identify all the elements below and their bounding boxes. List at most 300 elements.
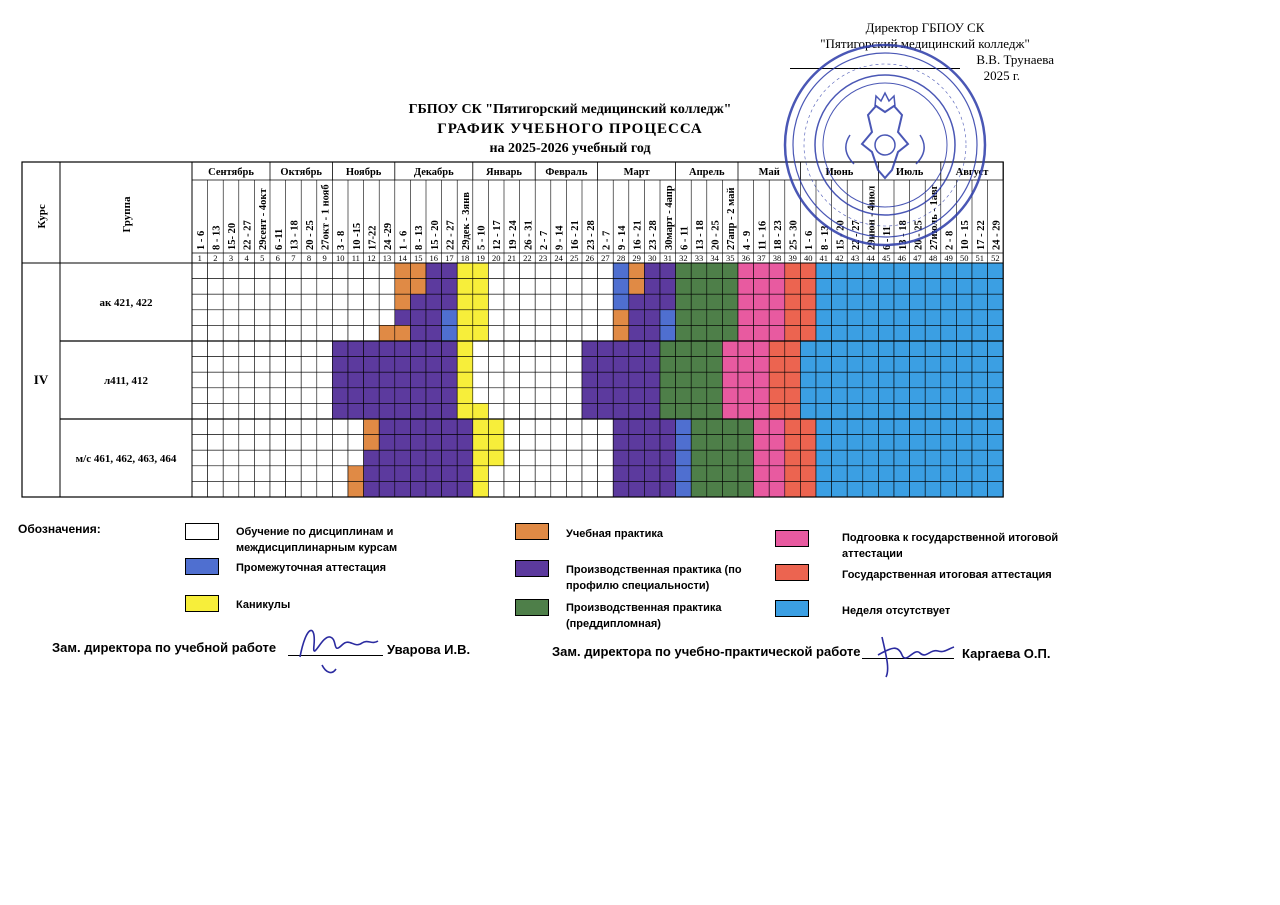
schedule-cell bbox=[582, 481, 598, 497]
schedule-cell bbox=[582, 341, 598, 357]
schedule-cell bbox=[192, 325, 208, 341]
schedule-cell bbox=[754, 419, 770, 435]
schedule-cell bbox=[566, 325, 582, 341]
approval-organization: "Пятигорский медицинский колледж" bbox=[820, 36, 1030, 51]
schedule-cell bbox=[286, 325, 302, 341]
schedule-cell bbox=[488, 263, 504, 279]
schedule-cell bbox=[332, 310, 348, 326]
week-label: 24 -29 bbox=[383, 222, 394, 250]
schedule-cell bbox=[504, 450, 520, 466]
schedule-cell bbox=[504, 435, 520, 451]
schedule-cell bbox=[520, 325, 536, 341]
schedule-cell bbox=[520, 419, 536, 435]
schedule-cell bbox=[410, 294, 426, 310]
schedule-cell bbox=[722, 263, 738, 279]
schedule-cell bbox=[223, 263, 239, 279]
schedule-cell bbox=[317, 435, 333, 451]
schedule-cell bbox=[894, 466, 910, 482]
schedule-cell bbox=[660, 310, 676, 326]
schedule-cell bbox=[270, 310, 286, 326]
month-label: Июнь bbox=[825, 167, 854, 178]
schedule-cell bbox=[738, 357, 754, 373]
schedule-cell bbox=[364, 372, 380, 388]
academic-year: на 2025-2026 учебный год bbox=[489, 141, 651, 156]
schedule-cell bbox=[644, 357, 660, 373]
week-number: 32 bbox=[679, 253, 688, 263]
schedule-cell bbox=[754, 403, 770, 419]
schedule-cell bbox=[520, 279, 536, 295]
schedule-cell bbox=[239, 357, 255, 373]
schedule-cell bbox=[426, 357, 442, 373]
signature-right-title: Зам. директора по учебно-практической работе bbox=[552, 644, 861, 659]
schedule-cell bbox=[754, 263, 770, 279]
schedule-cell bbox=[286, 466, 302, 482]
schedule-cell bbox=[286, 388, 302, 404]
schedule-cell bbox=[551, 310, 567, 326]
schedule-cell bbox=[832, 279, 848, 295]
schedule-cell bbox=[364, 341, 380, 357]
schedule-cell bbox=[785, 388, 801, 404]
schedule-cell bbox=[457, 310, 473, 326]
schedule-cell bbox=[800, 403, 816, 419]
schedule-cell bbox=[192, 372, 208, 388]
schedule-cell bbox=[800, 435, 816, 451]
schedule-cell bbox=[286, 419, 302, 435]
schedule-cell bbox=[442, 435, 458, 451]
schedule-cell bbox=[660, 435, 676, 451]
schedule-cell bbox=[473, 357, 489, 373]
schedule-cell bbox=[722, 450, 738, 466]
schedule-cell bbox=[660, 419, 676, 435]
schedule-cell bbox=[270, 466, 286, 482]
schedule-cell bbox=[910, 294, 926, 310]
schedule-cell bbox=[582, 372, 598, 388]
schedule-cell bbox=[192, 419, 208, 435]
schedule-cell bbox=[301, 388, 317, 404]
schedule-cell bbox=[800, 341, 816, 357]
schedule-cell bbox=[676, 481, 692, 497]
schedule-cell bbox=[613, 435, 629, 451]
week-number: 52 bbox=[991, 253, 1000, 263]
schedule-cell bbox=[738, 388, 754, 404]
schedule-cell bbox=[317, 263, 333, 279]
schedule-cell bbox=[847, 435, 863, 451]
schedule-cell bbox=[598, 481, 614, 497]
schedule-cell bbox=[364, 279, 380, 295]
schedule-cell bbox=[582, 450, 598, 466]
schedule-cell bbox=[239, 450, 255, 466]
week-label: 15 - 20 bbox=[429, 220, 441, 250]
schedule-cell bbox=[878, 263, 894, 279]
week-label: 8 - 13 bbox=[819, 225, 831, 250]
schedule-cell bbox=[535, 419, 551, 435]
schedule-cell bbox=[192, 435, 208, 451]
schedule-cell bbox=[208, 341, 224, 357]
schedule-cell bbox=[270, 403, 286, 419]
schedule-cell bbox=[426, 419, 442, 435]
schedule-cell bbox=[707, 481, 723, 497]
schedule-cell bbox=[738, 403, 754, 419]
schedule-cell bbox=[754, 481, 770, 497]
schedule-cell bbox=[442, 372, 458, 388]
schedule-cell bbox=[254, 372, 270, 388]
schedule-cell bbox=[956, 403, 972, 419]
schedule-cell bbox=[847, 310, 863, 326]
week-number: 48 bbox=[928, 253, 938, 263]
header-course: Курс bbox=[36, 204, 48, 229]
schedule-cell bbox=[379, 279, 395, 295]
schedule-cell bbox=[972, 388, 988, 404]
schedule-cell bbox=[535, 325, 551, 341]
schedule-cell bbox=[878, 481, 894, 497]
schedule-cell bbox=[332, 372, 348, 388]
schedule-cell bbox=[286, 357, 302, 373]
schedule-cell bbox=[613, 357, 629, 373]
schedule-cell bbox=[785, 325, 801, 341]
schedule-cell bbox=[379, 481, 395, 497]
schedule-cell bbox=[863, 419, 879, 435]
schedule-cell bbox=[894, 450, 910, 466]
schedule-cell bbox=[972, 419, 988, 435]
schedule-cell bbox=[488, 419, 504, 435]
month-label: Апрель bbox=[689, 167, 725, 178]
schedule-cell bbox=[738, 466, 754, 482]
week-number: 15 bbox=[413, 253, 423, 263]
schedule-cell bbox=[769, 481, 785, 497]
schedule-cell bbox=[941, 263, 957, 279]
schedule-cell bbox=[800, 466, 816, 482]
schedule-cell bbox=[364, 325, 380, 341]
schedule-cell bbox=[551, 357, 567, 373]
week-label: 8 - 13 bbox=[414, 225, 426, 250]
schedule-cell bbox=[426, 325, 442, 341]
schedule-cell bbox=[598, 310, 614, 326]
schedule-cell bbox=[208, 403, 224, 419]
legend-label-no-week: Неделя отсутствует bbox=[842, 605, 951, 617]
schedule-cell bbox=[442, 450, 458, 466]
week-label: 12 - 17 bbox=[492, 220, 504, 250]
schedule-cell bbox=[535, 341, 551, 357]
schedule-cell bbox=[988, 294, 1004, 310]
schedule-cell bbox=[800, 419, 816, 435]
schedule-cell bbox=[832, 450, 848, 466]
schedule-cell bbox=[286, 279, 302, 295]
schedule-cell bbox=[800, 450, 816, 466]
week-label: 23 - 28 bbox=[648, 220, 660, 250]
week-number: 10 bbox=[335, 253, 345, 263]
schedule-cell bbox=[473, 294, 489, 310]
schedule-cell bbox=[551, 466, 567, 482]
schedule-cell bbox=[410, 279, 426, 295]
schedule-cell bbox=[582, 263, 598, 279]
schedule-cell bbox=[332, 481, 348, 497]
schedule-cell bbox=[956, 341, 972, 357]
schedule-cell bbox=[972, 357, 988, 373]
week-number: 11 bbox=[351, 253, 360, 263]
schedule-cell bbox=[769, 450, 785, 466]
schedule-cell bbox=[925, 372, 941, 388]
schedule-cell bbox=[254, 419, 270, 435]
schedule-cell bbox=[520, 466, 536, 482]
month-label: Октябрь bbox=[280, 167, 322, 178]
schedule-cell bbox=[598, 372, 614, 388]
legend-label-prediploma-practice: Производственная практика (преддипломная) bbox=[566, 602, 722, 630]
schedule-cell bbox=[457, 294, 473, 310]
schedule-cell bbox=[644, 435, 660, 451]
schedule-cell bbox=[660, 466, 676, 482]
schedule-cell bbox=[239, 294, 255, 310]
week-number: 22 bbox=[523, 253, 532, 263]
schedule-cell bbox=[956, 263, 972, 279]
schedule-cell bbox=[832, 325, 848, 341]
schedule-cell bbox=[863, 325, 879, 341]
week-number: 35 bbox=[725, 253, 735, 263]
week-label: 13 - 18 bbox=[289, 220, 301, 250]
schedule-cell bbox=[332, 435, 348, 451]
schedule-cell bbox=[629, 450, 645, 466]
schedule-cell bbox=[800, 388, 816, 404]
schedule-cell bbox=[254, 466, 270, 482]
schedule-cell bbox=[551, 294, 567, 310]
schedule-cell bbox=[769, 435, 785, 451]
schedule-cell bbox=[988, 466, 1004, 482]
schedule-cell bbox=[535, 294, 551, 310]
schedule-cell bbox=[613, 481, 629, 497]
schedule-cell bbox=[379, 310, 395, 326]
schedule-cell bbox=[457, 263, 473, 279]
schedule-cell bbox=[941, 450, 957, 466]
week-label: 24 - 29 bbox=[991, 220, 1003, 250]
schedule-cell bbox=[629, 310, 645, 326]
schedule-cell bbox=[551, 279, 567, 295]
schedule-cell bbox=[629, 279, 645, 295]
schedule-cell bbox=[878, 372, 894, 388]
schedule-cell bbox=[239, 310, 255, 326]
schedule-cell bbox=[956, 466, 972, 482]
schedule-cell bbox=[208, 263, 224, 279]
group-name: ак 421, 422 bbox=[99, 297, 153, 309]
schedule-cell bbox=[910, 372, 926, 388]
schedule-cell bbox=[426, 450, 442, 466]
legend-label-vacation: Каникулы bbox=[236, 599, 291, 611]
schedule-cell bbox=[925, 435, 941, 451]
schedule-cell bbox=[722, 357, 738, 373]
schedule-cell bbox=[707, 419, 723, 435]
schedule-cell bbox=[660, 325, 676, 341]
week-label: 19 - 24 bbox=[507, 220, 519, 250]
schedule-cell bbox=[520, 294, 536, 310]
schedule-cell bbox=[832, 372, 848, 388]
schedule-cell bbox=[426, 372, 442, 388]
schedule-cell bbox=[473, 450, 489, 466]
schedule-cell bbox=[488, 435, 504, 451]
schedule-cell bbox=[941, 294, 957, 310]
week-number: 7 bbox=[291, 253, 296, 263]
schedule-cell bbox=[910, 357, 926, 373]
schedule-cell bbox=[832, 419, 848, 435]
schedule-cell bbox=[754, 466, 770, 482]
schedule-cell bbox=[457, 435, 473, 451]
week-label: 6 - 11 bbox=[882, 226, 894, 250]
schedule-cell bbox=[925, 419, 941, 435]
schedule-cell bbox=[785, 357, 801, 373]
schedule-cell bbox=[816, 466, 832, 482]
schedule-cell bbox=[332, 466, 348, 482]
schedule-cell bbox=[551, 419, 567, 435]
schedule-cell bbox=[988, 450, 1004, 466]
group-name: л411, 412 bbox=[103, 375, 149, 387]
schedule-cell bbox=[941, 372, 957, 388]
schedule-cell bbox=[847, 263, 863, 279]
schedule-cell bbox=[847, 466, 863, 482]
schedule-cell bbox=[769, 388, 785, 404]
schedule-cell bbox=[988, 310, 1004, 326]
legend-label-educational-practice: Учебная практика bbox=[566, 528, 663, 540]
schedule-cell bbox=[379, 435, 395, 451]
schedule-cell bbox=[223, 372, 239, 388]
schedule-cell bbox=[239, 325, 255, 341]
schedule-cell bbox=[520, 403, 536, 419]
schedule-cell bbox=[863, 435, 879, 451]
schedule-cell bbox=[598, 294, 614, 310]
week-label: 8 - 13 bbox=[211, 225, 223, 250]
schedule-cell bbox=[769, 310, 785, 326]
schedule-cell bbox=[738, 310, 754, 326]
month-label: Июль bbox=[895, 167, 924, 178]
schedule-cell bbox=[691, 279, 707, 295]
schedule-cell bbox=[535, 481, 551, 497]
schedule-cell bbox=[332, 263, 348, 279]
schedule-cell bbox=[629, 372, 645, 388]
schedule-cell bbox=[192, 403, 208, 419]
schedule-cell bbox=[816, 372, 832, 388]
signature-left-title: Зам. директора по учебной работе bbox=[52, 640, 277, 655]
schedule-cell bbox=[379, 450, 395, 466]
schedule-cell bbox=[863, 481, 879, 497]
schedule-cell bbox=[488, 388, 504, 404]
schedule-cell bbox=[239, 419, 255, 435]
schedule-cell bbox=[644, 388, 660, 404]
schedule-cell bbox=[925, 403, 941, 419]
schedule-cell bbox=[816, 310, 832, 326]
week-label: 27июль - 1авг bbox=[929, 184, 940, 250]
schedule-cell bbox=[972, 310, 988, 326]
schedule-cell bbox=[988, 419, 1004, 435]
schedule-cell bbox=[317, 419, 333, 435]
week-label: 16 - 21 bbox=[570, 220, 582, 250]
schedule-cell bbox=[660, 263, 676, 279]
schedule-cell bbox=[317, 403, 333, 419]
approval-name: В.В. Трунаева bbox=[976, 52, 1054, 67]
legend-swatch-training bbox=[185, 523, 219, 540]
schedule-cell bbox=[442, 388, 458, 404]
schedule-cell bbox=[894, 310, 910, 326]
week-label: 22 - 27 bbox=[445, 220, 457, 250]
schedule-cell bbox=[972, 325, 988, 341]
schedule-cell bbox=[598, 435, 614, 451]
schedule-cell bbox=[254, 294, 270, 310]
schedule-cell bbox=[254, 341, 270, 357]
schedule-cell bbox=[738, 341, 754, 357]
schedule-cell bbox=[473, 372, 489, 388]
schedule-cell bbox=[332, 419, 348, 435]
schedule-cell bbox=[816, 435, 832, 451]
schedule-cell bbox=[644, 279, 660, 295]
schedule-cell bbox=[941, 403, 957, 419]
schedule-cell bbox=[379, 263, 395, 279]
schedule-cell bbox=[317, 466, 333, 482]
schedule-cell bbox=[691, 372, 707, 388]
week-number: 31 bbox=[663, 253, 673, 263]
schedule-cell bbox=[473, 466, 489, 482]
schedule-cell bbox=[254, 279, 270, 295]
schedule-cell bbox=[629, 419, 645, 435]
schedule-cell bbox=[988, 435, 1004, 451]
schedule-cell bbox=[270, 341, 286, 357]
schedule-cell bbox=[785, 419, 801, 435]
schedule-cell bbox=[379, 466, 395, 482]
schedule-cell bbox=[754, 294, 770, 310]
schedule-cell bbox=[208, 310, 224, 326]
week-label: 22 - 27 bbox=[851, 220, 862, 250]
schedule-cell bbox=[785, 403, 801, 419]
schedule-cell bbox=[956, 419, 972, 435]
schedule-cell bbox=[192, 310, 208, 326]
schedule-cell bbox=[239, 279, 255, 295]
schedule-cell bbox=[457, 403, 473, 419]
schedule-cell bbox=[644, 310, 660, 326]
week-number: 6 bbox=[275, 253, 280, 263]
schedule-cell bbox=[332, 279, 348, 295]
approval-position: Директор ГБПОУ СК bbox=[865, 20, 985, 35]
schedule-cell bbox=[925, 466, 941, 482]
schedule-cell bbox=[629, 341, 645, 357]
schedule-cell bbox=[707, 279, 723, 295]
schedule-cell bbox=[629, 263, 645, 279]
schedule-cell bbox=[644, 481, 660, 497]
schedule-cell bbox=[925, 450, 941, 466]
schedule-cell bbox=[239, 341, 255, 357]
schedule-cell bbox=[457, 388, 473, 404]
schedule-cell bbox=[769, 341, 785, 357]
schedule-cell bbox=[956, 357, 972, 373]
schedule-cell bbox=[972, 372, 988, 388]
schedule-cell bbox=[878, 294, 894, 310]
schedule-cell bbox=[364, 419, 380, 435]
schedule-cell bbox=[754, 341, 770, 357]
week-number: 25 bbox=[569, 253, 579, 263]
week-number: 30 bbox=[647, 253, 657, 263]
week-label: 29июн - 4июл bbox=[866, 185, 878, 250]
schedule-cell bbox=[504, 403, 520, 419]
schedule-cell bbox=[582, 403, 598, 419]
week-label: 9 - 14 bbox=[617, 225, 628, 250]
schedule-cell bbox=[270, 294, 286, 310]
schedule-cell bbox=[785, 279, 801, 295]
schedule-cell bbox=[270, 325, 286, 341]
schedule-cell bbox=[426, 294, 442, 310]
schedule-cell bbox=[566, 310, 582, 326]
schedule-cell bbox=[988, 263, 1004, 279]
week-label: 10 -15 bbox=[351, 222, 363, 250]
schedule-cell bbox=[379, 388, 395, 404]
schedule-cell bbox=[988, 372, 1004, 388]
schedule-cell bbox=[956, 435, 972, 451]
week-number: 50 bbox=[959, 253, 969, 263]
week-number: 2 bbox=[213, 253, 218, 263]
schedule-cell bbox=[410, 435, 426, 451]
schedule-cell bbox=[676, 325, 692, 341]
